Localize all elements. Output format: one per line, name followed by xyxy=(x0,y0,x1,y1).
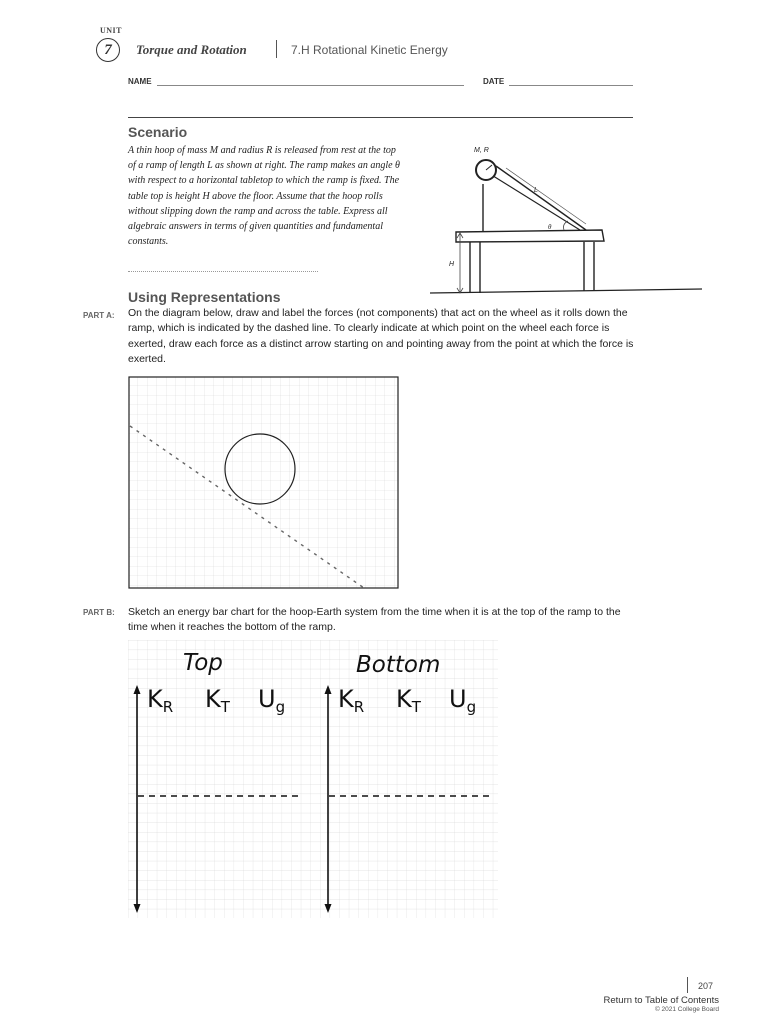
scenario-heading: Scenario xyxy=(128,124,188,140)
chart-title-bottom: Bottom xyxy=(356,652,441,678)
page-number: 207 xyxy=(698,981,714,991)
copyright: © 2021 College Board xyxy=(654,1006,719,1013)
length-dimension xyxy=(506,168,586,224)
table-leg-left xyxy=(470,242,480,293)
floor-line xyxy=(430,289,702,293)
scenario-text: A thin hoop of mass M and radius R is released from rest at the top of a ramp of length L as shown at right. The ramp makes an angle θ with respect to a horizontal tabletop to which the ramp is fixed. The table top is height H above the floor. Assume that the hoop rolls without slipping down the ramp and across the table. Express all algebraic answers in terms of given quantities and fundamental constants. xyxy=(128,145,400,248)
lesson-title: 7.H Rotational Kinetic Energy xyxy=(291,43,448,57)
unit-title: Torque and Rotation xyxy=(136,42,247,57)
bottom-label-kt: $K_T$ xyxy=(396,685,421,716)
header-divider xyxy=(276,40,277,58)
label-angle: θ xyxy=(548,223,552,231)
unit-number-badge: 7 xyxy=(96,38,120,62)
ramp xyxy=(496,166,586,230)
footer-divider xyxy=(687,977,688,993)
name-field[interactable] xyxy=(157,85,464,86)
part-a-label: PART A: xyxy=(83,311,115,320)
part-b-label: PART B: xyxy=(83,608,115,617)
representations-heading: Using Representations xyxy=(128,289,281,305)
chart-title-top: Top xyxy=(183,650,223,676)
date-field[interactable] xyxy=(509,85,633,86)
top-label-kr: $K_R$ xyxy=(147,685,174,716)
bottom-label-kr: $K_R$ xyxy=(338,685,365,716)
part-a-text: On the diagram below, draw and label the forces (not components) that act on the wheel as it rolls down the ramp, which is indicated by the dashed line. To clearly indicate at which point on the wheel each force is exerted, draw each force as a distinct arrow starting on and pointing away from the point at which the force is exerted. xyxy=(128,307,634,366)
bottom-label-ug: $U_g$ xyxy=(449,685,477,716)
name-label: NAME xyxy=(128,77,152,86)
energy-bar-chart[interactable] xyxy=(128,640,498,918)
force-diagram-grid[interactable] xyxy=(128,376,399,589)
ramp-table-figure xyxy=(426,138,706,298)
unit-label: UNIT xyxy=(100,26,123,35)
top-label-ug: $U_g$ xyxy=(258,685,286,716)
scenario-divider xyxy=(128,271,318,272)
grid-background xyxy=(129,377,398,588)
label-length: L xyxy=(534,187,538,194)
top-label-kt: $K_T$ xyxy=(205,685,230,716)
part-b-text: Sketch an energy bar chart for the hoop-Earth system from the time when it is at the top of the ramp to the time when it reaches the bottom of the ramp. xyxy=(128,606,621,634)
tabletop xyxy=(456,230,604,242)
date-label: DATE xyxy=(483,77,505,86)
chart-grid xyxy=(128,640,498,918)
label-mass-radius: M, R xyxy=(474,147,489,154)
table-leg-right xyxy=(584,242,594,291)
return-to-toc-link[interactable]: Return to Table of Contents xyxy=(603,995,719,1006)
header-rule xyxy=(128,117,633,118)
label-height: H xyxy=(449,261,455,268)
